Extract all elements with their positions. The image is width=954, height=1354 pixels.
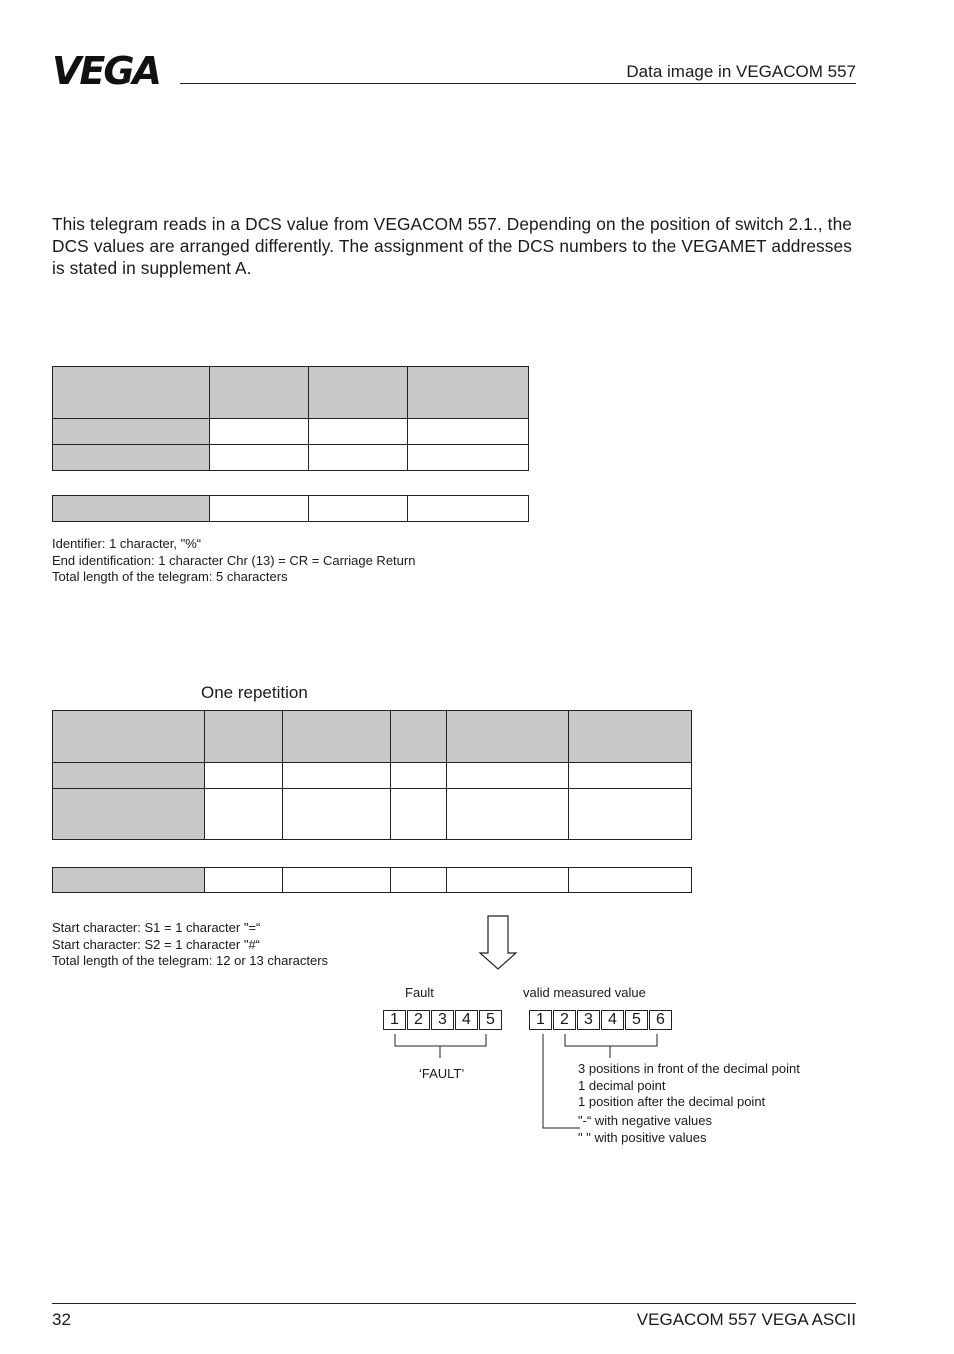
table2-header-cell [569,711,692,763]
value-description [578,1061,800,1111]
table1-cell [408,445,529,471]
value-desc-line: 3 positions in front of the decimal point [578,1061,800,1076]
table2-row-label [53,789,205,840]
value-digit: 2 [553,1010,576,1030]
table1-summary-cell [210,496,309,522]
table1-row-label [53,419,210,445]
section-title: Data image in VEGACOM 557 [626,62,856,81]
table2-cell [447,789,569,840]
fault-digit: 2 [407,1010,430,1030]
page-number: 32 [52,1310,71,1329]
table1-cell [210,419,309,445]
fault-digit: 5 [479,1010,502,1030]
svg-text:VEGA: VEGA [52,54,160,86]
sign-desc-line: " " with positive values [578,1129,707,1145]
fault-label: Fault [405,985,434,1000]
table2-cell [391,763,447,789]
table1-header-cell [210,367,309,419]
footer-rule [52,1303,856,1304]
intro-paragraph: This telegram reads in a DCS value from VEGACOM 557. Depending on the position of switch 2.1., the DCS values are arranged differently. The assignment of the DCS numbers to the VEGAMET addresses is stated in supplement A. [52,214,852,278]
table1-cell [309,419,408,445]
table2-header-cell [205,711,283,763]
value-desc-line: 1 decimal point [578,1077,666,1093]
table2-summary-cell [569,868,692,893]
table1-cell [210,445,309,471]
telegram-table-2 [52,710,692,840]
repetition-label: One repetition [201,683,308,702]
value-digit: 6 [649,1010,672,1030]
table2-cell [283,789,391,840]
table1-header-label-cell [53,367,210,419]
value-digit: 3 [577,1010,600,1030]
table2-cell [205,789,283,840]
table2-cell [569,763,692,789]
value-desc-line: 1 position after the decimal point [578,1094,766,1109]
value-digit: 5 [625,1010,648,1030]
table1-cell [309,445,408,471]
vega-logo [52,54,170,86]
telegram-table-1 [52,366,529,471]
telegram-table-2-summary [52,867,692,893]
value-digit: 4 [601,1010,624,1030]
table1-summary-cell [408,496,529,522]
table2-summary-cell [205,868,283,893]
sign-desc-line: "-“ with negative values [578,1113,712,1128]
header-rule [180,83,856,84]
valid-value-label: valid measured value [523,985,646,1000]
note-start-s2: Start character: S2 = 1 character "#“ [52,936,261,952]
note-total-length: Total length of the telegram: 12 or 13 characters [52,953,329,968]
table1-row-label [53,445,210,471]
table2-cell [569,789,692,840]
table2-summary-cell [391,868,447,893]
value-digit: 1 [529,1010,552,1030]
table1-summary-label [53,496,210,522]
table1-cell [408,419,529,445]
table2-cell [205,763,283,789]
table2-header-cell [447,711,569,763]
value-digit-row [529,1010,673,1030]
table2-cell [283,763,391,789]
table2-cell [391,789,447,840]
sign-description [578,1113,712,1146]
table2-row-label [53,763,205,789]
table1-notes [52,536,415,586]
table2-summary-label [53,868,205,893]
note-start-s1: Start character: S1 = 1 character "=“ [52,920,261,935]
note-total-length: Total length of the telegram: 5 characters [52,569,288,584]
table2-header-cell [391,711,447,763]
table1-header-cell [408,367,529,419]
fault-digit: 1 [383,1010,406,1030]
table2-summary-cell [447,868,569,893]
table2-header-label-cell [53,711,205,763]
footer-doc-title: VEGACOM 557 VEGA ASCII [636,1310,856,1329]
down-arrow-icon [478,915,518,971]
fault-digit: 3 [431,1010,454,1030]
table2-notes [52,920,328,970]
note-identifier: Identifier: 1 character, "%“ [52,536,202,551]
fault-digit: 4 [455,1010,478,1030]
fault-caption: ‘FAULT’ [419,1066,465,1081]
fault-digit-row [383,1010,503,1030]
telegram-table-1-summary [52,495,529,522]
table1-header-cell [309,367,408,419]
table2-summary-cell [283,868,391,893]
table2-header-cell [283,711,391,763]
note-end-identification: End identification: 1 character Chr (13) = CR = Carriage Return [52,552,416,568]
table2-cell [447,763,569,789]
table1-summary-cell [309,496,408,522]
